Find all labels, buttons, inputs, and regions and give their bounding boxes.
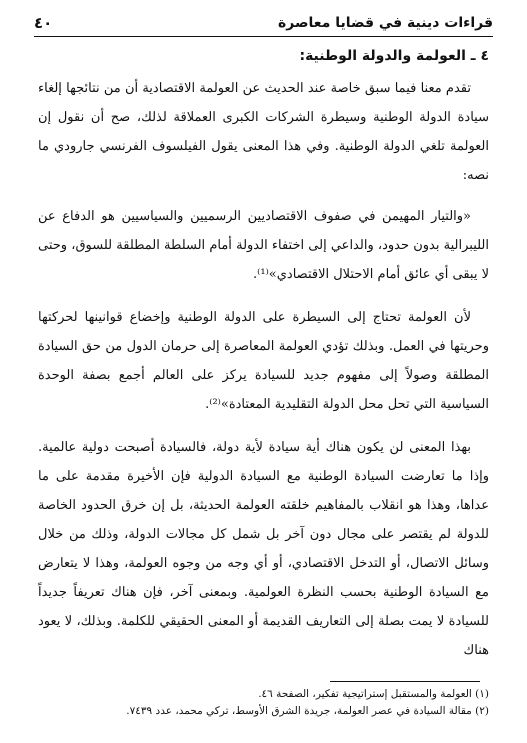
page-header <box>34 10 493 37</box>
section-heading: ٤ ـ العولمة والدولة الوطنية: <box>299 48 489 64</box>
footnote-1: (١) العولمة والمستقبل إستراتيجية تفكير، الصفحة ٤٦. <box>258 688 489 700</box>
quote-paragraph: «والتيار المهيمن في صفوف الاقتصاديين الرسميين والسياسيين هو الدفاع عن الليبرالية بدون حدود، والداعي إلى اختفاء الدولة أمام السلطة المطلقة للسوق، وحتى لا يبقى أي عائق أمام الاحتلال الاقتصادي»⁽¹⁾. <box>38 209 489 282</box>
main-content <box>38 46 489 665</box>
paragraph-3: بهذا المعنى لن يكون هناك أية سيادة لأية دولة، فالسيادة أصبحت دولية عالمية. وإذا ما تعارضت السيادة الوطنية مع السيادة الدولية فإن الأخيرة مقدمة على ما عداها، وهذا هو انقلاب بالمفاهيم خلقته العولمة الحديثة، بل إن خرق الحدود الخاصة للدولة لم يقتصر على مجال دون آخر بل شمل كل مجالات الدولة، وذلك من خلال وسائل الاتصال، أو التدخل الاقتصادي، أو أي وجه من وجوه العولمة، وهذا لا يتعارض مع السيادة الوطنية بحسب النظرة العولمية. وبمعنى آخر، فإن هناك تعريفاً جديداً للسيادة لا يمت بصلة إلى التعاريف القديمة أو المعنى الحقيقي للكلمة. وبذلك، لا يعود هناك <box>38 440 489 658</box>
page-number: ٤٠ <box>34 14 53 32</box>
paragraph-2: لأن العولمة تحتاج إلى السيطرة على الدولة الوطنية وإخضاع قوانينها لحركتها وحريتها في العمل. وبذلك تؤدي العولمة المعاصرة إلى حرمان الدول من حق السيادة المطلقة وصولاً إلى مفهوم جديد للسيادة يركز على العالم أجمع بصفة الوحدة السياسية التي تحل محل الدولة التقليدية المعتادة»⁽²⁾. <box>38 310 489 412</box>
footnote-2: (٢) مقالة السيادة في عصر العولمة، جريدة الشرق الأوسط، تركي محمد، عدد ٧٤٣٩. <box>126 705 489 717</box>
paragraph-1: تقدم معنا فيما سبق خاصة عند الحديث عن العولمة الاقتصادية أن من نتائجها إلغاء سيادة الدولة الوطنية وسيطرة الشركات الكبرى العملاقة لذلك، صح أن نقول إن العولمة تلغي الدولة الوطنية. وفي هذا المعنى يقول الفيلسوف الفرنسي جارودي ما نصه: <box>38 81 489 183</box>
running-title: قراءات دينية في قضايا معاصرة <box>278 15 493 31</box>
footnotes <box>38 686 489 720</box>
footnote-separator <box>330 681 480 682</box>
